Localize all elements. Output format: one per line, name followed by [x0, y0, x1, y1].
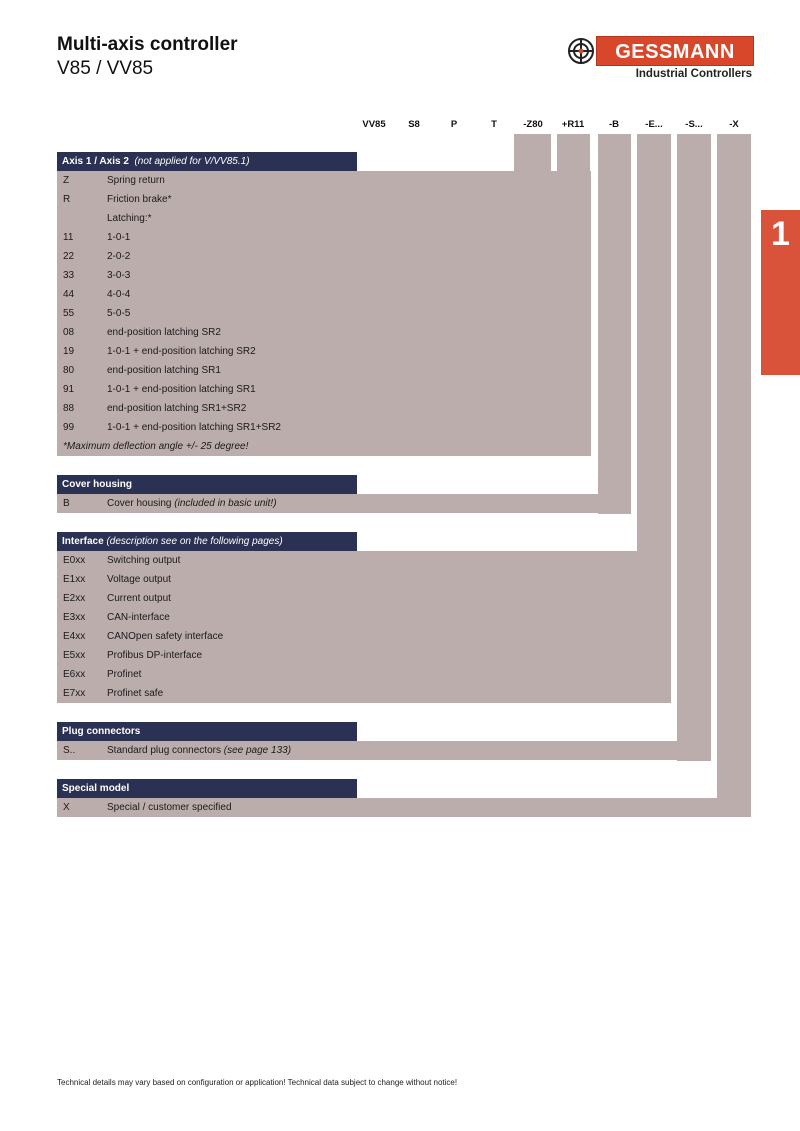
order-code-part: S8: [408, 119, 420, 130]
order-code-part: -B: [608, 119, 620, 130]
chapter-tab: [761, 210, 800, 375]
plug-section-header: Plug connectors: [57, 722, 357, 741]
connector-column: [557, 134, 590, 172]
special-section-header: Special model: [57, 779, 357, 798]
logo-emblem-icon: [568, 38, 594, 64]
interface-section-header: Interface (description see on the following pages): [57, 532, 357, 551]
order-code-part: -S...: [685, 119, 703, 130]
cover-section-header: Cover housing: [57, 475, 357, 494]
page-subtitle: V85 / VV85: [57, 58, 154, 79]
order-code-part: VV85: [362, 119, 386, 130]
order-code-part: T: [491, 119, 497, 130]
connector-column: [717, 134, 751, 800]
gessmann-logo: [568, 36, 754, 82]
axis-section-header: Axis 1 / Axis 2 (not applied for V/VV85.1): [57, 152, 357, 171]
axis-footnote: *Maximum deflection angle +/- 25 degree!: [63, 441, 249, 452]
order-code-part: -E...: [645, 119, 663, 130]
connector-column: [677, 134, 711, 761]
connector-column: [598, 134, 631, 514]
order-code-part: -X: [729, 119, 739, 130]
order-code-part: P: [450, 119, 458, 130]
order-code-part: +R11: [561, 119, 585, 130]
connector-column: [637, 134, 671, 552]
logo-tagline: Industrial Controllers: [635, 68, 752, 80]
logo-wordmark: GESSMANN: [596, 36, 754, 66]
order-code-part: -Z80: [523, 119, 543, 130]
chapter-number: 1: [771, 215, 790, 253]
page-title: Multi-axis controller: [57, 34, 238, 55]
disclaimer-text: Technical details may vary based on configuration or application! Technical data subject to change without notice!: [57, 1078, 458, 1087]
connector-column: [514, 134, 551, 172]
